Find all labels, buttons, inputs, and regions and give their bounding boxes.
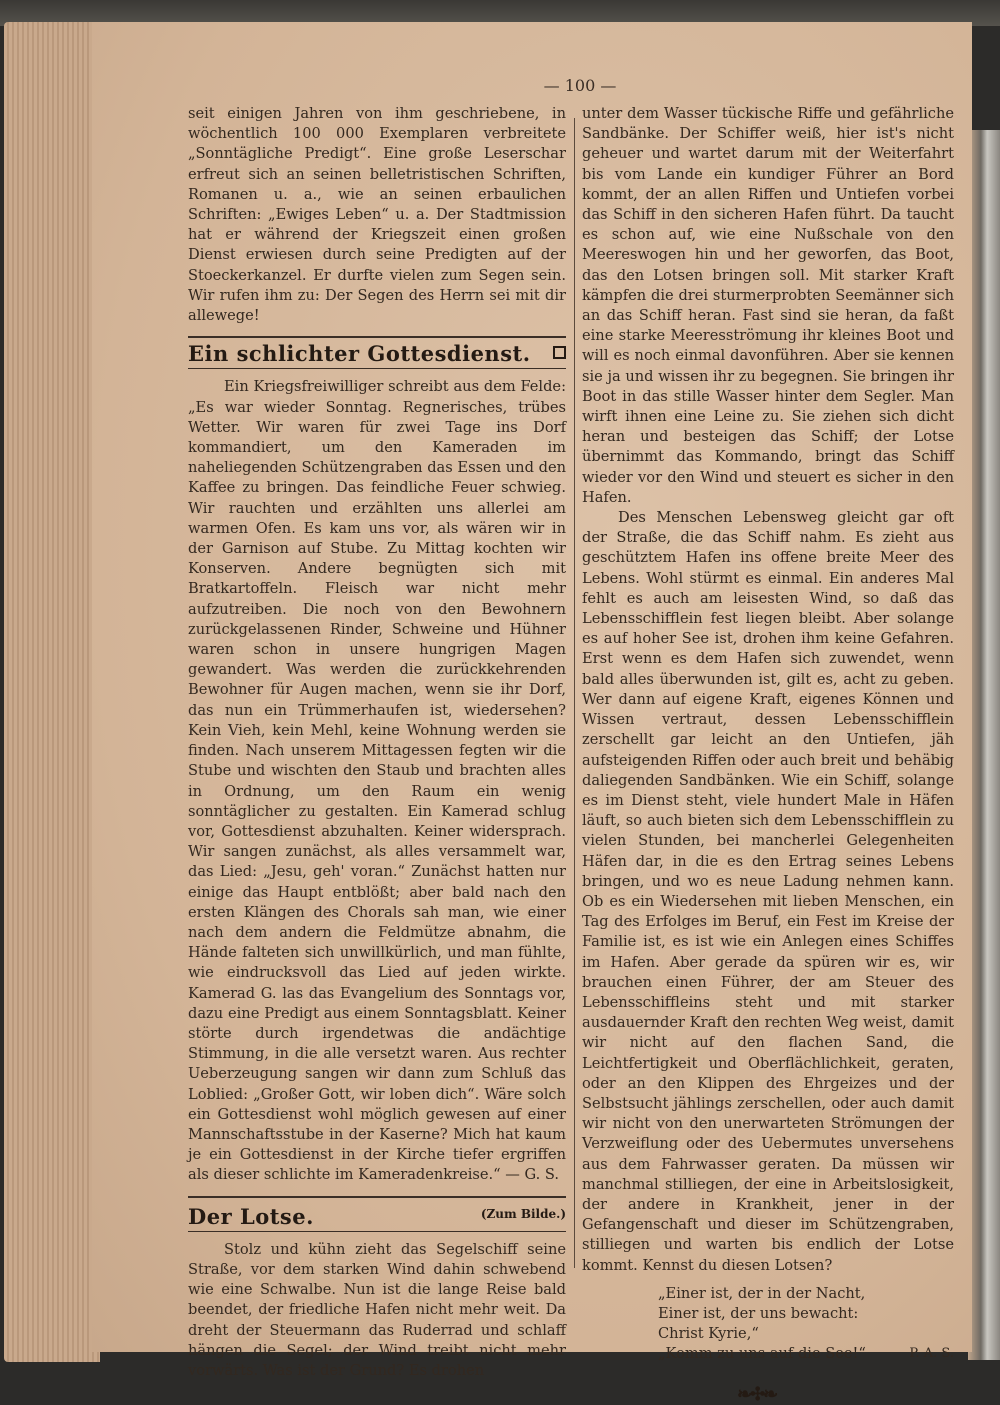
lotse-paragraph-2: Des Menschen Lebensweg gleicht gar oft der Straße, die das Schiff nahm. Es zieht aus geschütztem Hafen ins offene breite Meer des Lebens. Wohl stürmt es einmal. Ein anderes Mal fehlt es auch am leisesten Wind, so daß das Lebensschifflein fest liegen bleibt. Aber solange es auf hoher See ist, drohen ihm keine Gefahren. Erst wenn es dem Hafen sich zuwendet, wenn bald alles überwunden ist, gilt es, acht zu geben. Wer dann auf eigene Kraft, eigenes Können und Wissen vertraut, dessen Lebensschifflein zerschellt gar leicht an den Untiefen, jäh aufsteigenden Riffen oder auch breit und behäbig daliegenden Sandbänken. Wie ein Schiff, solange es im Dienst steht, viele hundert Male in Häfen läuft, so auch bieten sich dem Lebensschifflein zu vielen Stunden, bei mancherlei Gelegenheiten Häfen dar, in die es den Ertrag seines Lebens bringen, und wo es neue Ladung nehmen kann. Ob es ein Wiedersehen mit lieben Menschen, ein Tag des Erfolges im Beruf, ein Fest im Kreise der Familie ist, es ist wie ein Anlegen eines Schiffes im Hafen. Aber gerade da spüren wir es, wir brauchen einen Führer, der am Steuer des Lebensschiffleins steht und mit starker ausdauernder Kraft den rechten Weg weist, damit wir nicht auf den flachen Sand, die Leichtfertigkeit und Oberflächlichkeit, geraten, oder an den Klippen des Ehrgeizes und der Selbstsucht jählings zerschellen, oder auch damit wir nicht von den unerwarteten Strömungen der Verzweiflung oder des Uebermutes unversehens aus dem Fahrwasser geraten. Da müssen wir manchmal stilliegen, der eine in Arbeitslosigkeit, der andere in Krankheit, jener in der Gefangenschaft und dieser im Schützengraben, stilliegen und warten bis endlich der Lotse kommt. Kennst du diesen Lotsen?: [582, 509, 954, 1274]
poem-line: „Einer ist, der in der Nacht,: [658, 1284, 866, 1302]
article-body-gottesdienst: Ein Kriegsfreiwilliger schreibt aus dem Felde: „Es war wieder Sonntag. Regnerisches, trübes Wetter. Wir waren für zwei Tage ins Dorf kommandiert, um den Kameraden im naheliegenden Schützengraben das Essen und den Kaffee zu bringen. Das feindliche Feuer schwieg. Wir rauchten und erzählten uns allerlei am warmen Ofen. Es kam uns vor, als wären wir in der Garnison auf Stube. Zu Mittag kochten wir Konserven. Andere begnügten sich mit Bratkartoffeln. Fleisch war nicht mehr aufzutreiben. Die noch von den Bewohnern zurückgelassenen Rinder, Schweine und Hühner waren schon in unsere hungrigen Magen gewandert. Was werden die zurückkehrenden Bewohner für Augen machen, wenn sie ihr Dorf, das nun ein Trümmerhaufen ist, wiedersehen? Kein Vieh, kein Mehl, keine Wohnung werden sie finden. Nach unserem Mittagessen fegten wir die Stube und wischten den Staub und brachten alles in Ordnung, um den Raum ein wenig sonntäglicher zu gestalten. Ein Kamerad schlug vor, Gottesdienst abzuhalten. Keiner widersprach. Wir sangen zunächst, als alles versammelt war, das Lied: „Jesu, geh' voran.“ Zunächst hatten nur einige das Haupt entblößt; aber bald nach den ersten Klängen des Chorals sah man, wie einer nach dem andern die Feldmütze abnahm, die Hände falteten sich unwillkürlich, und man fühlte, wie eindrucksvoll das Lied auf jeden wirkte. Kamerad G. las das Evangelium des Sonntags vor, dazu eine Predigt aus einem Sonntagsblatt. Keiner störte durch irgendetwas die andächtige Stimmung, in die alle versetzt waren. Aus rechter Ueberzeugung sangen wir dann zum Schluß das Loblied: „Großer Gott, wir loben dich“. Wäre solch ein Gottesdienst wohl möglich gewesen auf einer Mannschaftsstube in der Kaserne? Mich hat kaum je ein Gottesdienst in der Kirche tiefer ergriffen als dieser schlichte im Kameradenkreise.“ — G. S.: [188, 378, 566, 1184]
poem-line: „Komm zu uns auf die See!“: [658, 1345, 866, 1363]
article-title: Der Lotse.: [188, 1203, 314, 1229]
article-body-lotse-start: Stolz und kühn zieht das Segelschiff seine Straße, vor dem starken Wind dahin schwebend wie eine Schwalbe. Nun ist die lange Reise bald beendet, der friedliche Hafen nicht mehr weit. Da dreht der Steuermann das Ruderrad und schlaff hängen die Segel; der Wind treibt nicht mehr vorwärts. Was ist der Grund? Es drohen: [188, 1240, 566, 1379]
page-number: — 100 —: [543, 76, 617, 95]
article-heading-lotse: [188, 1196, 566, 1232]
poem-line: Einer ist, der uns bewacht:: [658, 1304, 859, 1322]
intro-paragraph: seit einigen Jahren von ihm geschriebene, in wöchentlich 100 000 Exemplaren verbreitete „Sonntägliche Predigt“. Eine große Leserschar erfreut sich an seinen belletristischen Schriften, Romanen u. a., wie an seinen erbaulichen Schriften: „Ewiges Leben“ u. a. Der Stadtmission hat er während der Kriegszeit einen großen Dienst erwiesen durch seine Predigten auf der Stoeckerkanzel. Er durfte vielen zum Segen sein. Wir rufen ihm zu: Der Segen des Herrn sei mit dir allewege!: [188, 105, 566, 325]
lotse-paragraph-1: unter dem Wasser tückische Riffe und gefährliche Sandbänke. Der Schiffer weiß, hier ist's nicht geheuer und wartet darum mit der Weiterfahrt bis vom Lande ein kundiger Führer an Bord kommt, der an allen Riffen und Untiefen vorbei das Schiff in den sicheren Hafen führt. Da taucht es schon auf, wie eine Nußschale von den Meereswogen hin und her geworfen, das Boot, das den Lotsen bringen soll. Mit starker Kraft kämpfen die drei sturmerprobten Seemänner sich an das Schiff heran. Fast sind sie heran, da faßt eine starke Meeresströmung ihr kleines Boot und will es noch einmal davonführen. Aber sie kennen sie ja und wissen ihr zu begegnen. Sie bringen ihr Boot in das stille Wasser hinter dem Segler. Man wirft ihnen eine Leine zu. Sie ziehen sich dicht heran und besteigen das Schiff; der Lotse übernimmt das Kommando, bringt das Schiff wieder vor den Wind und steuert es sicher in den Hafen.: [582, 105, 954, 506]
column-divider: [574, 118, 575, 1268]
facing-page-edge: [968, 130, 1000, 1360]
poem-line: Christ Kyrie,“: [658, 1325, 759, 1343]
poem: [658, 1284, 954, 1365]
heading-square-ornament: [553, 346, 566, 359]
end-ornament-icon: ❧✣❧: [737, 1383, 777, 1405]
article-heading-gottesdienst: [188, 336, 566, 369]
poem-last-row: [658, 1344, 954, 1364]
article-title: Ein schlichter Gottesdienst.: [188, 341, 531, 367]
left-column: [188, 104, 566, 1381]
page-stack-edge: [4, 22, 100, 1362]
article-note: (Zum Bilde.): [480, 1206, 566, 1221]
right-column: [582, 104, 954, 1405]
author-signature: P. A. S.: [909, 1346, 954, 1362]
